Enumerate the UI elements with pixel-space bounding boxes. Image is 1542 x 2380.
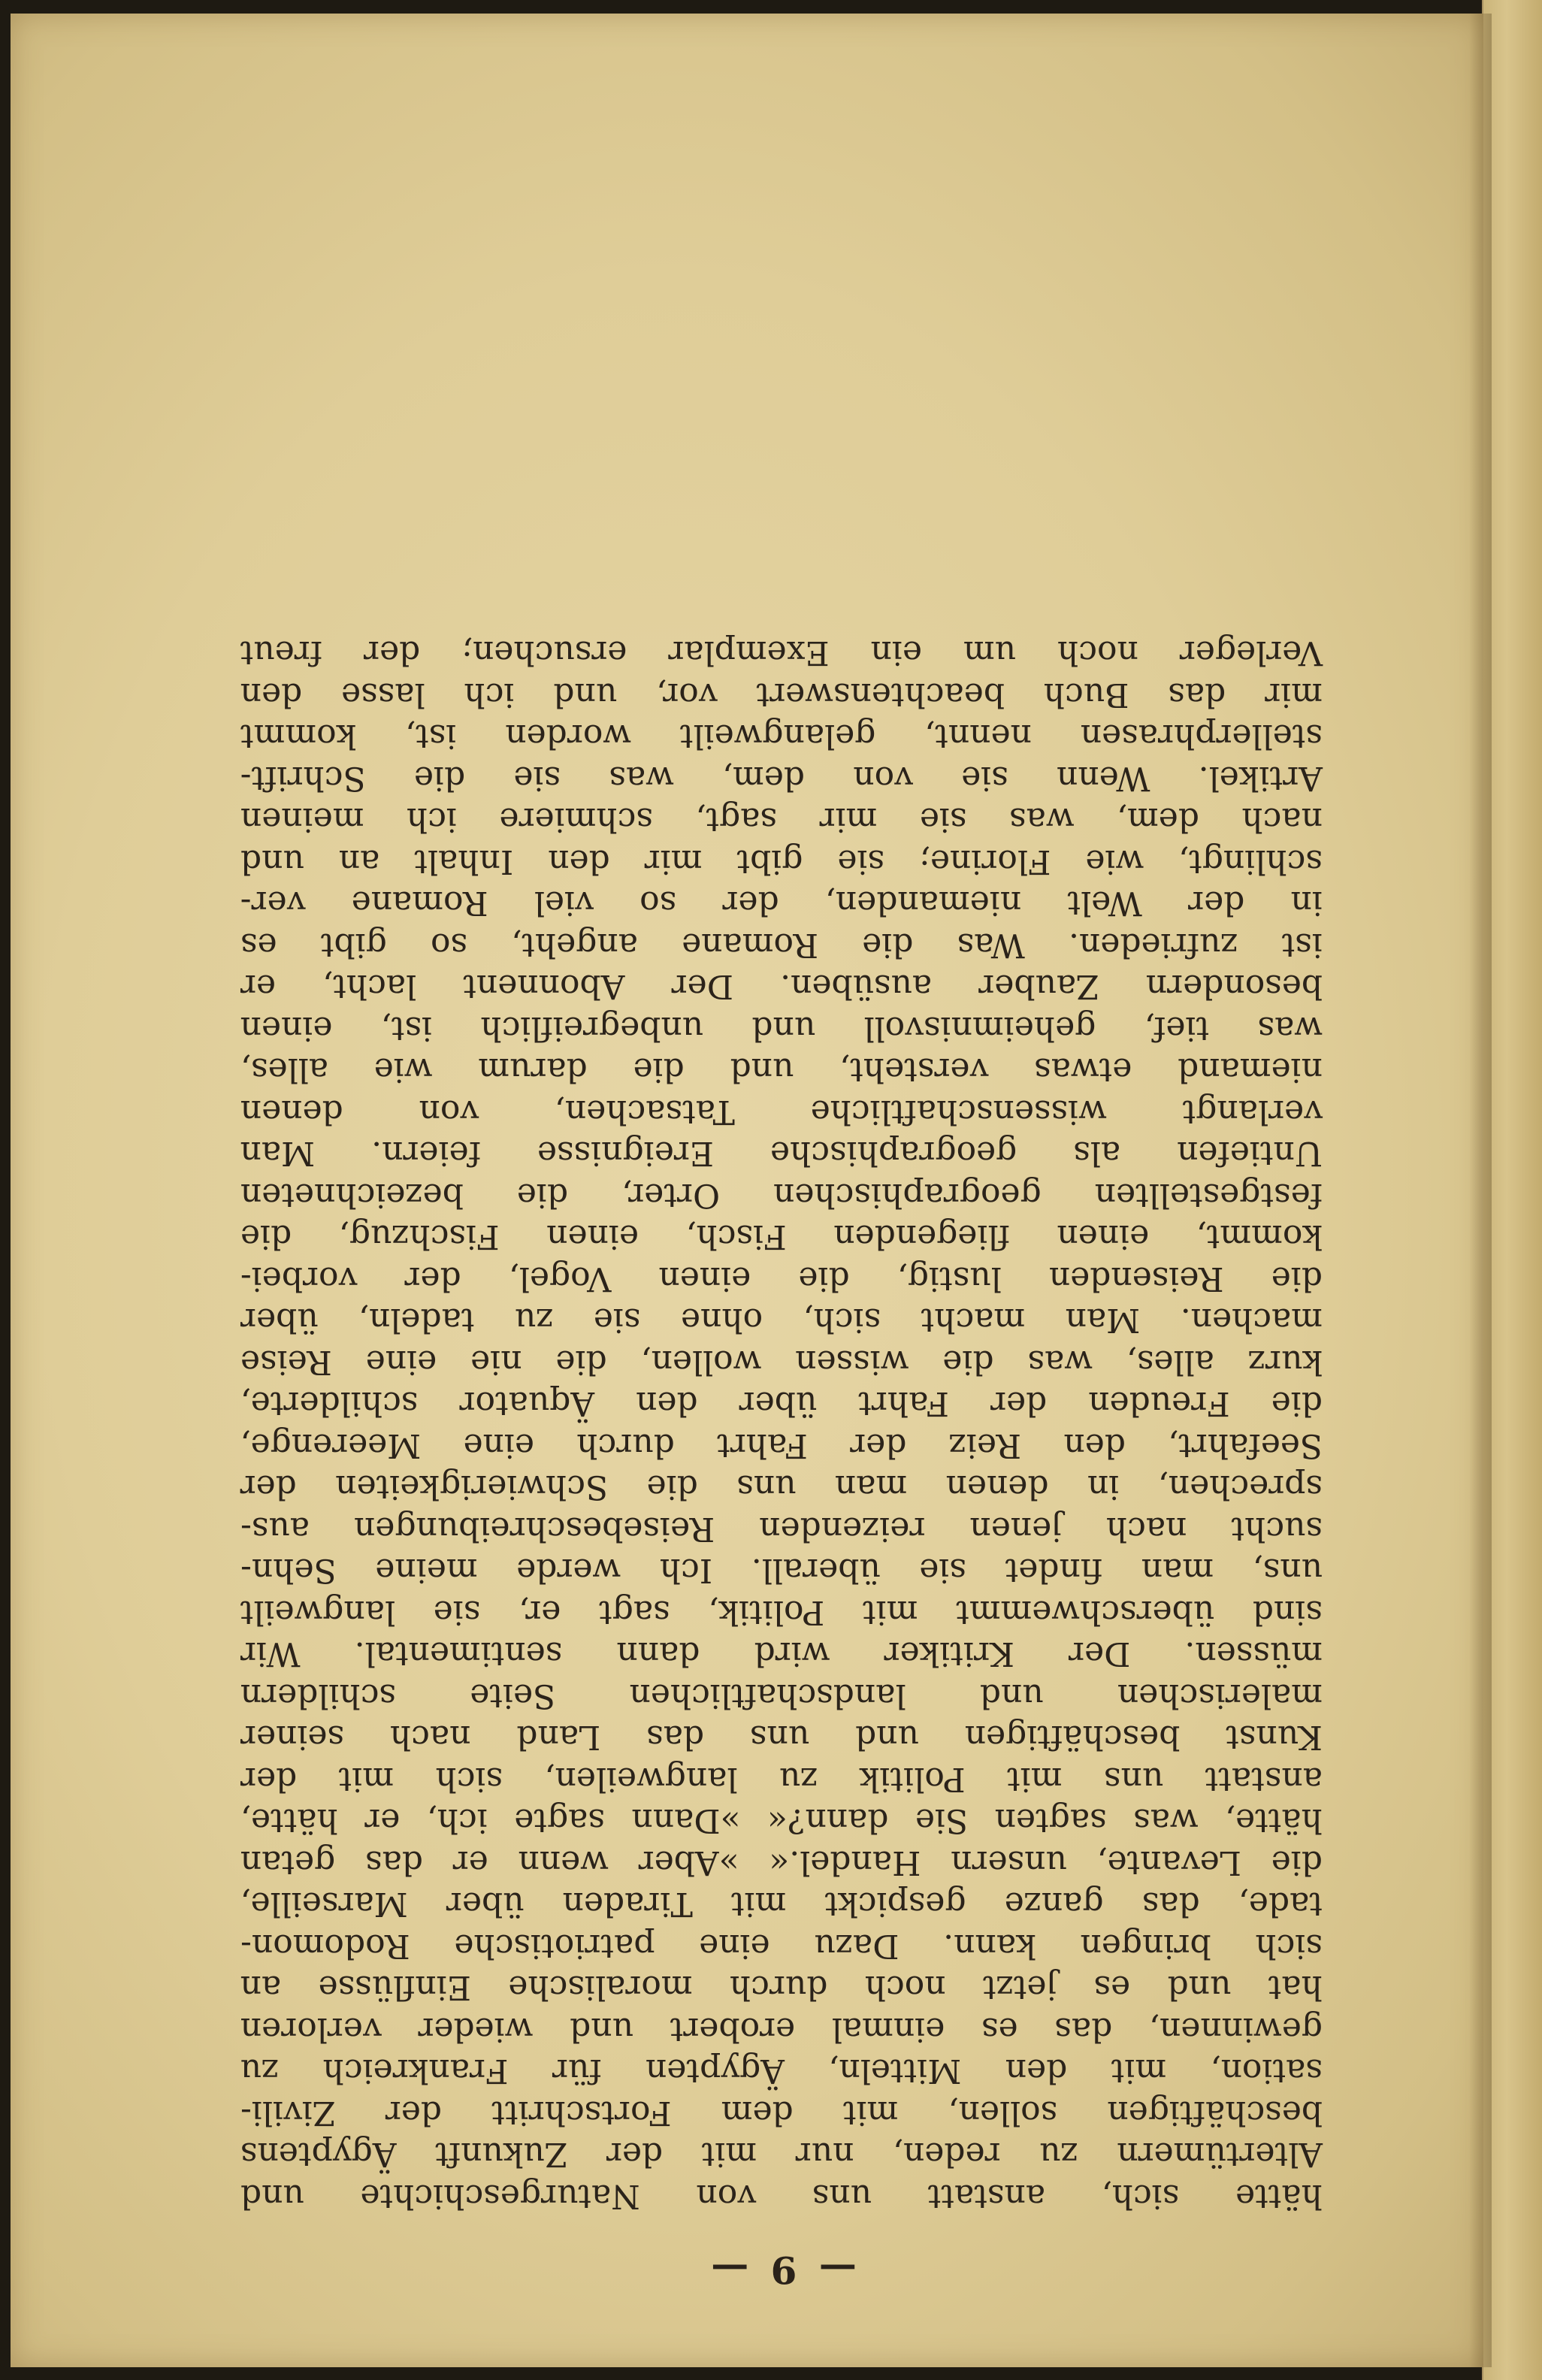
- text-line: gewinnen, das es einmal erobert und wieder verloren: [240, 2010, 1323, 2049]
- text-line: müssen. Der Kritiker wird dann sentimental. Wir: [240, 1635, 1323, 1674]
- text-line: machen. Man macht sich, ohne sie zu tadeln, über: [240, 1301, 1323, 1340]
- body-text: [240, 632, 1323, 2217]
- text-line: sprechen, in denen man uns die Schwierigkeiten der: [240, 1468, 1323, 1507]
- text-line: die Freuden der Fahrt über den Äquator schilderte,: [240, 1384, 1323, 1423]
- text-line: kommt, einen fliegenden Fisch, einen Fischzug, die: [240, 1217, 1323, 1257]
- text-line: Verleger noch um ein Exemplar ersuchen; der freut: [240, 634, 1323, 673]
- text-line: in der Welt niemanden, der so viel Romane ver-: [240, 884, 1323, 923]
- text-line: sich bringen kann. Dazu eine patriotische Rodomon-: [240, 1927, 1323, 1965]
- text-line: anstatt uns mit Politik zu langweilen, sich mit der: [240, 1760, 1323, 1798]
- text-line: verlangt wissenschaftliche Tatsachen, von denen: [240, 1093, 1323, 1131]
- text-line: mir das Buch beachtenswert vor, und ich lasse den: [240, 676, 1323, 714]
- text-line: sation, mit den Mitteln, Ägypten für Frankreich zu: [240, 2052, 1323, 2091]
- text-line: sind überschwemmt mit Politik, sagt er, sie langweilt: [240, 1593, 1323, 1632]
- text-line: nach dem, was sie mir sagt, schmiere ich meinen: [240, 800, 1323, 839]
- text-line: uns, man findet sie überall. Ich werde meine Sehn-: [240, 1551, 1323, 1590]
- text-line: die Reisenden lustig, die einen Vogel, der vorbei-: [240, 1260, 1323, 1298]
- text-line: besondern Zauber ausüben. Der Abonnent lacht, er: [240, 967, 1323, 1006]
- text-line: niemand etwas versteht, und die darum wie alles,: [240, 1051, 1323, 1090]
- text-line: hat und es jetzt noch durch moralische Einflüsse an: [240, 1968, 1323, 2007]
- text-line: was tief, geheimnisvoll und unbegreiflich ist, einen: [240, 1009, 1323, 1048]
- text-line: tade, das ganze gespickt mit Tiraden über Marseille,: [240, 1885, 1323, 1924]
- text-line: Altertümern zu reden, nur mit der Zukunft Ägyptens: [240, 2135, 1323, 2174]
- text-line: Untiefen als geographische Ereignisse feiern. Man: [240, 1134, 1323, 1173]
- page-number: — 9 —: [706, 2248, 857, 2292]
- rotated-text-block: [240, 443, 1323, 2292]
- text-line: Seefahrt, den Reiz der Fahrt durch eine Meerenge,: [240, 1426, 1323, 1465]
- text-line: hätte sich, anstatt uns von Naturgeschichte und: [240, 2177, 1323, 2215]
- text-line: ist zufrieden. Was die Romane angeht, so gibt es: [240, 926, 1323, 964]
- text-line: stellerphrasen nennt, gelangweilt worden ist, kommt: [240, 717, 1323, 756]
- text-line: beschäftigen sollen, mit dem Fortschritt der Zivili-: [240, 2094, 1323, 2132]
- text-line: hätte, was sagten Sie dann?« »Dann sagte ich, er hätte,: [240, 1801, 1323, 1840]
- text-line: festgestellten geographischen Orter, die bezeichneten: [240, 1176, 1323, 1214]
- text-line: kurz alles, was die wissen wollen, die nie eine Reise: [240, 1343, 1323, 1381]
- text-line: Kunst beschäftigen und uns das Land nach seiner: [240, 1718, 1323, 1757]
- gutter-shadow: [1469, 14, 1492, 2367]
- text-line: Artikel. Wenn sie von dem, was sie die Schrift-: [240, 759, 1323, 797]
- text-line: malerischen und landschaftlichen Seite schildern: [240, 1677, 1323, 1715]
- text-line: die Levante, unsern Handel.« »Aber wenn er das getan: [240, 1843, 1323, 1882]
- text-line: schlingt, wie Florine; sie gibt mir den Inhalt an und: [240, 842, 1323, 881]
- text-line: sucht nach jenen reizenden Reisebeschreibungen aus-: [240, 1510, 1323, 1548]
